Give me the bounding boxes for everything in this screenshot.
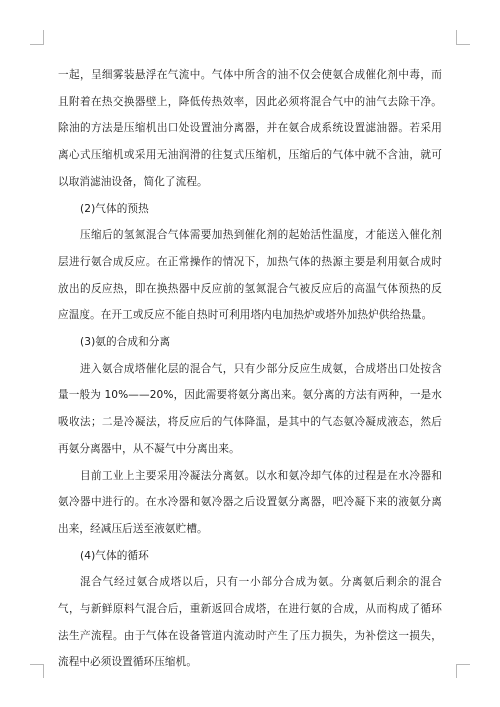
paragraph-synthesis: 进入氨合成塔催化层的混合气，只有少部分反应生成氨，合成塔出口处按含量一般为 10%——20%，因此需要将氨分离出来。氨分离的方法有两种，一是水吸收法；二是冷凝法，将反应后的气体降温，是其中的气态氨冷凝成液态，然后再氨分离器中，从不凝气中分离出来。: [58, 362, 442, 455]
crop-mark-bottom-left-h: [30, 664, 44, 665]
paragraph-circulation: 混合气经过氨合成塔以后，只有一小部分合成为氨。分离氨后剩余的混合气，与新鲜原料气混合后，重新返回合成塔，在进行氨的合成，从而构成了循环法生产流程。由于气体在设备管道内流动时产生了压力损失，为补偿这一损失，流程中必须设置循环压缩机。: [58, 576, 442, 669]
crop-mark-top-right-h: [456, 44, 470, 45]
crop-mark-bottom-right-h: [456, 664, 470, 665]
section-heading-preheating: (2)气体的预热: [80, 202, 149, 215]
document-body: [58, 62, 442, 676]
crop-mark-top-left-h: [30, 44, 44, 45]
section-heading-synthesis-separation: (3)氨的合成和分离: [80, 336, 171, 349]
section-heading-gas-circulation: (4)气体的循环: [80, 549, 149, 562]
crop-mark-bottom-right-v: [456, 664, 457, 678]
paragraph-preheating: 压缩后的氢氮混合气体需要加热到催化剂的起始活性温度，才能送入催化剂层进行氨合成反应。在正常操作的情况下，加热气体的热源主要是利用氨合成时放出的反应热，即在换热器中反应前的氢氮混合气被反应后的高温气体预热的反应温度。在开工或反应不能自热时可利用塔内电加热炉或塔外加热炉供给热量。: [58, 229, 442, 322]
paragraph-condensation: 目前工业上主要采用冷凝法分离氨。以水和氨冷却气体的过程是在水冷器和氨冷器中进行的。在水冷器和氨冷器之后设置氨分离器，吧冷凝下来的液氨分离出来，经减压后送至液氨贮槽。: [58, 469, 442, 535]
crop-mark-bottom-left-v: [43, 664, 44, 678]
paragraph-oil-removal: 一起，呈细雾装悬浮在气流中。气体中所含的油不仅会使氨合成催化剂中毒，而且附着在热交换器壁上，降低传热效率，因此必须将混合气中的油气去除干净。除油的方法是压缩机出口处设置油分离器，并在氨合成系统设置滤油器。若采用离心式压缩机或采用无油润滑的往复式压缩机，压缩后的气体中就不含油，就可以取消滤油设备，简化了流程。: [58, 69, 442, 188]
crop-mark-top-left-v: [43, 30, 44, 44]
crop-mark-top-right-v: [456, 30, 457, 44]
